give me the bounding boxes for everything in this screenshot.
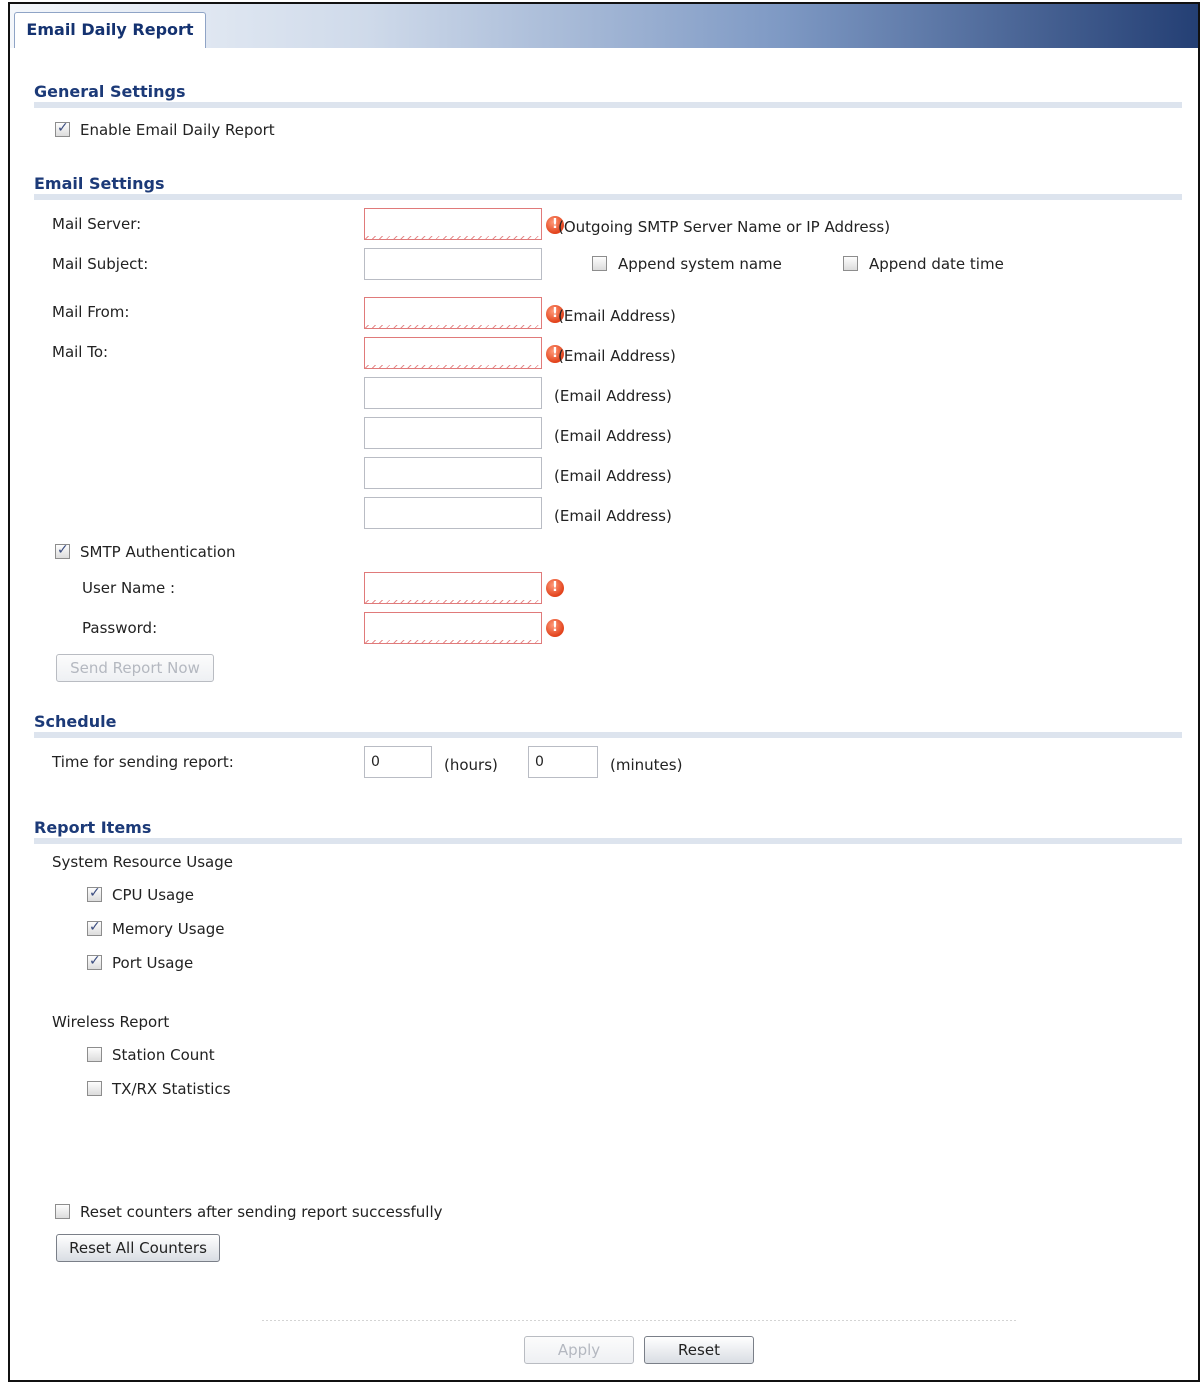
password-input[interactable] [364,612,542,644]
mail-to-input-4[interactable] [364,457,542,489]
mail-from-label: Mail From: [52,303,130,321]
reset-all-counters-button[interactable]: Reset All Counters [56,1234,220,1262]
section-divider [34,732,1182,738]
enable-email-daily-report-checkbox[interactable] [55,122,70,137]
reset-button[interactable]: Reset [644,1336,754,1364]
minutes-input[interactable] [528,746,598,778]
memory-usage-label: Memory Usage [112,920,225,938]
mail-to-hint-3: (Email Address) [554,427,672,445]
station-count-label: Station Count [112,1046,215,1064]
memory-usage-checkbox[interactable] [87,921,102,936]
enable-email-daily-report-label: Enable Email Daily Report [80,121,275,139]
mail-to-hint-2: (Email Address) [554,387,672,405]
mail-subject-label: Mail Subject: [52,255,149,273]
wireless-report-label: Wireless Report [52,1013,170,1031]
smtp-authentication-label: SMTP Authentication [80,543,236,561]
hours-unit-label: (hours) [444,756,498,774]
email-daily-report-panel [8,2,1200,1382]
mail-to-hint-1: (Email Address) [558,347,676,365]
append-date-time-label: Append date time [869,255,1004,273]
error-icon: ! [546,216,564,234]
apply-button[interactable]: Apply [524,1336,634,1364]
section-title-schedule: Schedule [34,712,117,731]
mail-subject-input[interactable] [364,248,542,280]
footer-divider [262,1320,1016,1321]
mail-server-input[interactable] [364,208,542,240]
reset-counters-after-sending-label: Reset counters after sending report successfully [80,1203,443,1221]
error-icon: ! [546,579,564,597]
mail-to-input-2[interactable] [364,377,542,409]
mail-to-input-3[interactable] [364,417,542,449]
section-title-email-settings: Email Settings [34,174,165,193]
tx-rx-statistics-checkbox[interactable] [87,1081,102,1096]
mail-from-hint: (Email Address) [558,307,676,325]
append-date-time-checkbox[interactable] [843,256,858,271]
mail-to-input-5[interactable] [364,497,542,529]
cpu-usage-label: CPU Usage [112,886,195,904]
cpu-usage-checkbox[interactable] [87,887,102,902]
mail-from-input[interactable] [364,297,542,329]
tab-email-daily-report[interactable]: Email Daily Report [14,12,206,48]
error-icon: ! [546,305,564,323]
section-divider [34,194,1182,200]
user-name-label: User Name : [82,579,176,597]
error-icon: ! [546,619,564,637]
station-count-checkbox[interactable] [87,1047,102,1062]
reset-counters-after-sending-checkbox[interactable] [55,1204,70,1219]
user-name-input[interactable] [364,572,542,604]
send-report-now-button[interactable]: Send Report Now [56,654,214,682]
mail-to-hint-5: (Email Address) [554,507,672,525]
password-label: Password: [82,619,158,637]
section-divider [34,102,1182,108]
mail-server-label: Mail Server: [52,215,142,233]
smtp-authentication-checkbox[interactable] [55,544,70,559]
section-divider [34,838,1182,844]
tab-bar [10,4,1198,48]
mail-to-label: Mail To: [52,343,109,361]
mail-to-hint-4: (Email Address) [554,467,672,485]
section-title-report-items: Report Items [34,818,152,837]
minutes-unit-label: (minutes) [610,756,683,774]
append-system-name-label: Append system name [618,255,782,273]
system-resource-usage-label: System Resource Usage [52,853,233,871]
mail-to-input-1[interactable] [364,337,542,369]
port-usage-label: Port Usage [112,954,194,972]
append-system-name-checkbox[interactable] [592,256,607,271]
section-title-general-settings: General Settings [34,82,186,101]
port-usage-checkbox[interactable] [87,955,102,970]
hours-input[interactable] [364,746,432,778]
time-for-sending-report-label: Time for sending report: [52,753,234,771]
error-icon: ! [546,345,564,363]
tx-rx-statistics-label: TX/RX Statistics [112,1080,231,1098]
mail-server-hint: (Outgoing SMTP Server Name or IP Address) [558,218,891,236]
